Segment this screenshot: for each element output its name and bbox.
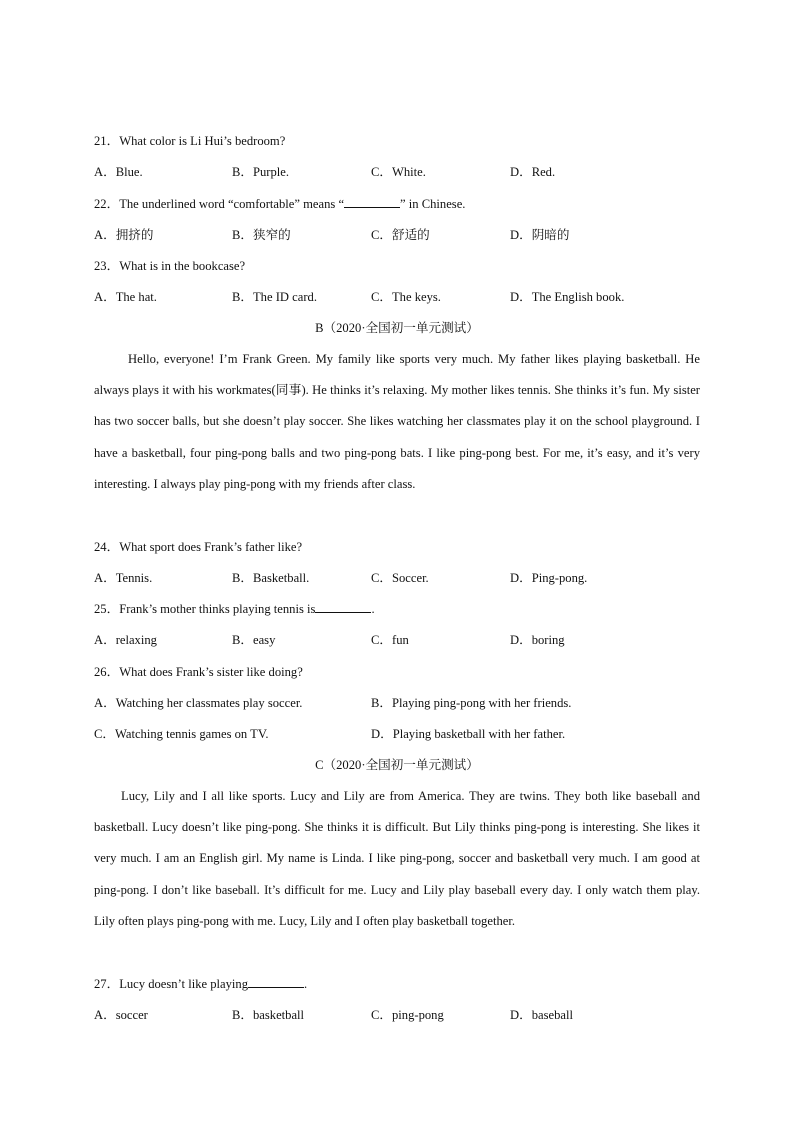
question-24-option-c: C．Soccer. bbox=[371, 571, 429, 585]
question-24-option-d: D．Ping-pong. bbox=[510, 571, 588, 585]
question-25-option-d: D．boring bbox=[510, 633, 565, 647]
question-21-option-c: C．White. bbox=[371, 165, 426, 179]
section-b-passage bbox=[94, 344, 700, 500]
answer-blank bbox=[344, 196, 400, 208]
question-22-option-c: C．舒适的 bbox=[371, 228, 430, 242]
question-22-option-a: A．拥挤的 bbox=[94, 228, 154, 242]
question-26-option-d: D．Playing basketball with her father. bbox=[371, 727, 566, 741]
question-22-stem-pre: 22．The underlined word “comfortable” means “ bbox=[94, 197, 345, 211]
question-22-option-d: D．阴暗的 bbox=[510, 228, 570, 242]
question-25-option-c: C．fun bbox=[371, 633, 409, 647]
question-24-option-a: A．Tennis. bbox=[94, 571, 153, 585]
question-23-stem: 23．What is in the bookcase? bbox=[94, 259, 246, 273]
answer-blank bbox=[248, 976, 304, 988]
question-25-stem bbox=[94, 601, 375, 617]
question-21-option-d: D．Red. bbox=[510, 165, 556, 179]
question-24-option-b: B．Basketball. bbox=[232, 571, 310, 585]
answer-blank bbox=[315, 601, 371, 613]
question-21-stem: 21．What color is Li Hui’s bedroom? bbox=[94, 134, 286, 148]
section-c-heading: C（2020·全国初一单元测试） bbox=[315, 758, 479, 772]
question-21-option-b: B．Purple. bbox=[232, 165, 290, 179]
question-27-option-b: B．basketball bbox=[232, 1008, 305, 1022]
question-27-option-c: C．ping-pong bbox=[371, 1008, 444, 1022]
question-23-option-b: B．The ID card. bbox=[232, 290, 317, 304]
question-23-option-c: C．The keys. bbox=[371, 290, 441, 304]
question-26-option-a: A．Watching her classmates play soccer. bbox=[94, 696, 303, 710]
question-25-stem-pre: 25．Frank’s mother thinks playing tennis is bbox=[94, 602, 316, 616]
question-27-stem-post: . bbox=[304, 977, 308, 991]
question-26-stem: 26．What does Frank’s sister like doing? bbox=[94, 665, 303, 679]
question-22-option-b: B．狭窄的 bbox=[232, 228, 291, 242]
section-c-passage bbox=[94, 781, 700, 937]
question-22-stem bbox=[94, 196, 465, 212]
section-b-heading: B（2020·全国初一单元测试） bbox=[315, 321, 479, 335]
question-21-option-a: A．Blue. bbox=[94, 165, 143, 179]
question-27-option-a: A．soccer bbox=[94, 1008, 148, 1022]
question-25-option-b: B．easy bbox=[232, 633, 276, 647]
question-27-option-d: D．baseball bbox=[510, 1008, 573, 1022]
question-23-option-a: A．The hat. bbox=[94, 290, 157, 304]
question-23-option-d: D．The English book. bbox=[510, 290, 625, 304]
question-25-option-a: A．relaxing bbox=[94, 633, 157, 647]
section-b-passage-text: Hello, everyone! I’m Frank Green. My family like sports very much. My father likes playing basketball. He always plays it with his workmates(同事). He thinks it’s relaxing. My mother likes tennis. She thinks it’s fun. My sister has two soccer balls, but she doesn’t play soccer. She likes watching her classmates play it on the school playground. I have a basketball, four ping-pong balls and two ping-pong bats. I like ping-pong best. For me, it’s easy, and it’s very interesting. I always play ping-pong with my friends after class. bbox=[94, 352, 700, 491]
question-25-stem-post: . bbox=[371, 602, 375, 616]
question-26-option-b: B．Playing ping-pong with her friends. bbox=[371, 696, 572, 710]
question-27-stem-pre: 27．Lucy doesn’t like playing bbox=[94, 977, 249, 991]
question-26-option-c: C．Watching tennis games on TV. bbox=[94, 727, 269, 741]
question-27-stem bbox=[94, 976, 307, 992]
section-c-passage-text: Lucy, Lily and I all like sports. Lucy and Lily are from America. They are twins. They both like baseball and basketball. Lucy doesn’t like ping-pong. She thinks it is difficult. But Lily thinks ping-pong is interesting. She likes it very much. I am an English girl. My name is Linda. I like ping-pong, soccer and basketball very much. I am good at ping-pong. I don’t like baseball. It’s difficult for me. Lucy and Lily play baseball every day. I only watch them play. Lily often plays ping-pong with me. Lucy, Lily and I often play basketball together. bbox=[94, 789, 700, 928]
question-22-stem-post: ” in Chinese. bbox=[400, 197, 466, 211]
question-24-stem: 24．What sport does Frank’s father like? bbox=[94, 540, 303, 554]
